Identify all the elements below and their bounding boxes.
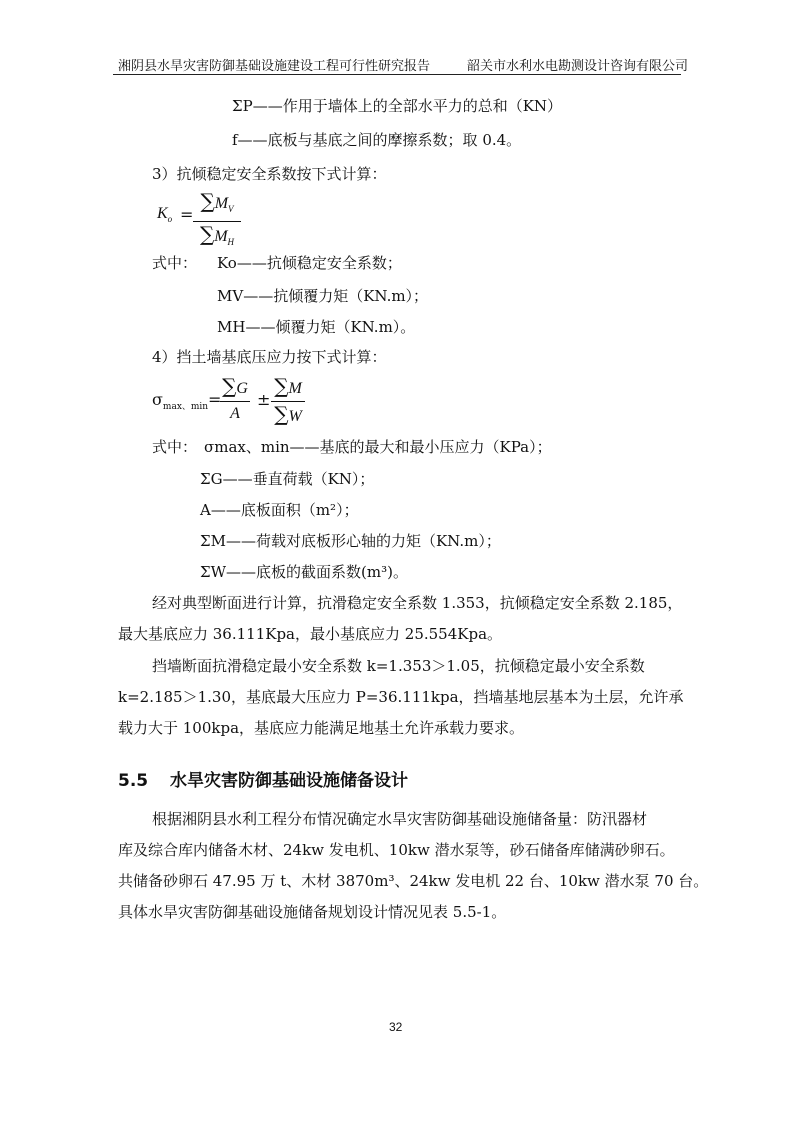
- header-rule: [113, 74, 681, 75]
- def-sigma-max-min: σmax、min——基底的最大和最小压应力（KPa）；: [204, 438, 552, 456]
- section-number: 5.5: [118, 771, 149, 791]
- def-sum-p: ΣP——作用于墙体上的全部水平力的总和（KN）: [232, 97, 563, 115]
- def-mh: MH——倾覆力矩（KN.m）。: [217, 318, 416, 336]
- formula-ko-denominator: $\sum M_H$: [199, 222, 235, 248]
- def-sum-g: ΣG——垂直荷载（KN）；: [200, 470, 375, 488]
- def-sum-m: ΣM——荷载对底板形心轴的力矩（KN.m）；: [200, 532, 501, 550]
- formula-sigma-lhs: $\sigma_{max、min}$: [152, 390, 209, 413]
- def-ko: Ko——抗倾稳定安全系数；: [217, 254, 402, 272]
- def-mv: MV——抗倾覆力矩（KN.m）；: [217, 287, 429, 305]
- reserve-line-4: 具体水旱灾害防御基础设施储备规划设计情况见表 5.5-1。: [118, 903, 507, 921]
- reserve-line-2: 库及综合库内储备木材、24kw 发电机、10kw 潜水泵等，砂石储备库储满砂卵石。: [118, 841, 675, 859]
- calc-line-1: 经对典型断面进行计算，抗滑稳定安全系数 1.353，抗倾稳定安全系数 2.185，: [152, 594, 683, 612]
- section-heading: [118, 766, 408, 791]
- item3-title: 3）抗倾稳定安全系数按下式计算：: [152, 165, 387, 183]
- def-sum-w: ΣW——底板的截面系数(m³)。: [200, 563, 408, 581]
- reserve-line-3: 共储备砂卵石 47.95 万 t、木材 3870m³、24kw 发电机 22 台、10kw 潜水泵 70 台。: [118, 872, 709, 890]
- header-left: 湘阴县水旱灾害防御基础设施建设工程可行性研究报告: [118, 59, 431, 74]
- header-right: 韶关市水利水电勘测设计咨询有限公司: [467, 59, 689, 74]
- calc-line-2: 最大基底应力 36.111Kpa，最小基底应力 25.554Kpa。: [118, 625, 503, 643]
- reserve-line-1: 根据湘阴县水利工程分布情况确定水旱灾害防御基础设施储备量：防汛器材: [152, 810, 648, 828]
- def-f: f——底板与基底之间的摩擦系数；取 0.4。: [232, 131, 522, 149]
- formula-sigma-pm: ±: [257, 390, 271, 409]
- formula-sigma-fraction-1: ∑G A: [220, 375, 250, 425]
- page-number: 32: [389, 1020, 403, 1034]
- item4-title: 4）挡土墙基底压应力按下式计算：: [152, 348, 387, 366]
- formula-ko-eq: =: [180, 205, 194, 224]
- check-line-3: 载力大于 100kpa，基底应力能满足地基土允许承载力要求。: [118, 719, 525, 737]
- formula-ko-lhs: $K_o$: [157, 205, 173, 225]
- formula-ko-fraction: [193, 190, 241, 253]
- item3-label: 式中：: [152, 254, 198, 272]
- formula-sigma-fraction-2: ∑M ∑W: [271, 375, 305, 428]
- formula-sigma-eq: =: [208, 390, 222, 409]
- item4-label: 式中：: [152, 438, 198, 456]
- formula-ko-numerator: $\sum M_V$: [200, 189, 234, 215]
- def-a: A——底板面积（m²）；: [200, 501, 359, 519]
- check-line-1: 挡墙断面抗滑稳定最小安全系数 k=1.353＞1.05，抗倾稳定最小安全系数: [152, 657, 645, 675]
- check-line-2: k=2.185＞1.30，基底最大压应力 P=36.111kpa，挡墙基地层基本为土层，允许承: [118, 688, 684, 706]
- section-title: 水旱灾害防御基础设施储备设计: [169, 771, 408, 791]
